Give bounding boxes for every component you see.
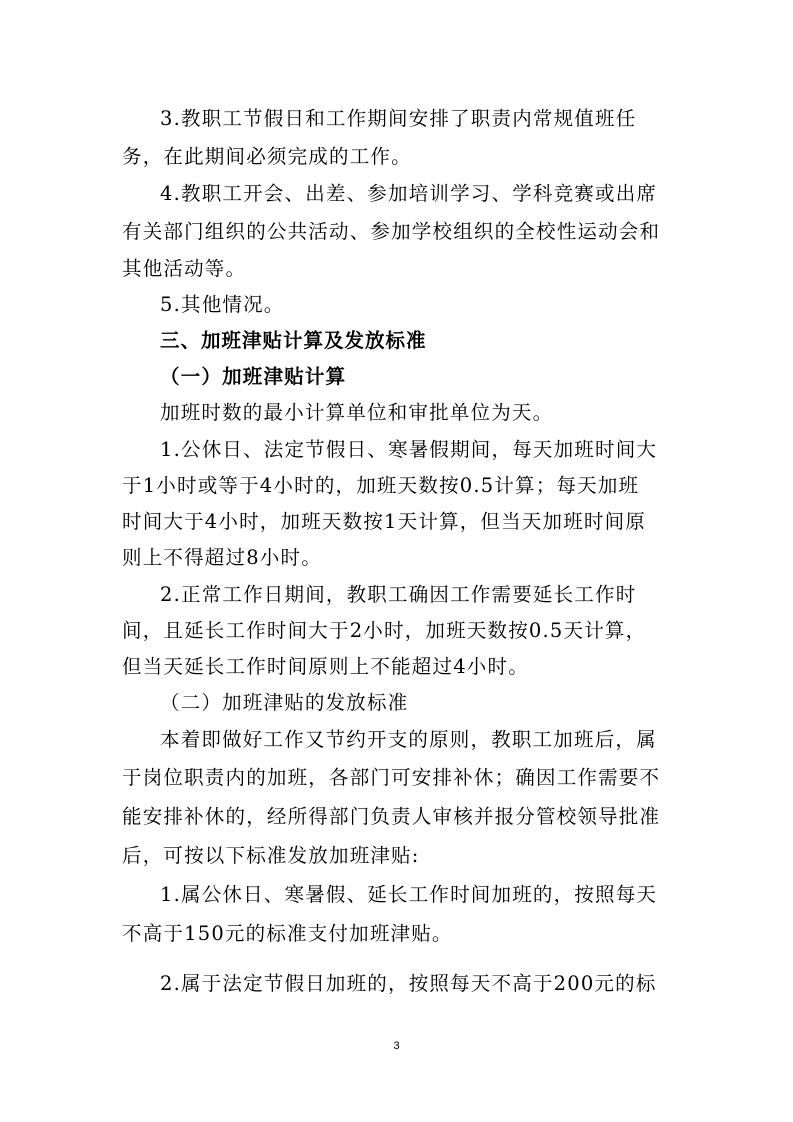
pay-item-1-line-2: 不高于150元的标准支付加班津贴。 xyxy=(122,922,453,945)
calc-item-2-line-1: 2.正常工作日期间，教职工确因工作需要延长工作时 xyxy=(160,583,637,606)
subheading-1-text: （一）加班津贴计算 xyxy=(160,365,347,388)
item-4-line-1: 4.教职工开会、出差、参加培训学习、学科竞赛或出席 xyxy=(160,182,658,205)
item-4-line-2: 有关部门组织的公共活动、参加学校组织的全校性运动会和 xyxy=(122,220,661,243)
standard-para-line-2: 于岗位职责内的加班，各部门可安排补休；确因工作需要不 xyxy=(122,766,661,789)
item-3-line-2: 务，在此期间必须完成的工作。 xyxy=(122,145,412,168)
calc-item-2-line-3: 但当天延长工作时间原则上不能超过4小时。 xyxy=(122,655,529,678)
standard-para-line-3: 能安排补休的，经所得部门负责人审核并报分管校领导批准 xyxy=(122,805,661,828)
calc-unit-line: 加班时数的最小计算单位和审批单位为天。 xyxy=(160,401,554,424)
subheading-2: （二）加班津贴的发放标准 xyxy=(160,691,409,714)
calc-item-1-line-2: 于1小时或等于4小时的，加班天数按0.5计算；每天加班 xyxy=(122,474,640,497)
item-3-line-1: 3.教职工节假日和工作期间安排了职责内常规值班任 xyxy=(160,107,637,130)
section-heading-3: 三、加班津贴计算及发放标准 xyxy=(160,329,427,352)
subheading-1 xyxy=(160,358,680,395)
item-5-line-1: 5.其他情况。 xyxy=(160,293,285,316)
standard-para-line-4: 后，可按以下标准发放加班津贴: xyxy=(122,844,420,867)
standard-para-line-1: 本着即做好工作又节约开支的原则，教职工加班后，属 xyxy=(160,728,657,751)
calc-item-1-line-3: 时间大于4小时，加班天数按1天计算，但当天加班时间原 xyxy=(122,510,647,533)
item-4-line-3: 其他活动等。 xyxy=(122,257,247,280)
page-number: 3 xyxy=(393,1040,400,1052)
calc-item-1-line-1: 1.公休日、法定节假日、寒暑假期间，每天加班时间大 xyxy=(160,438,658,461)
calc-item-1-line-4: 则上不得超过8小时。 xyxy=(122,546,322,569)
pay-item-2-line-1: 2.属于法定节假日加班的，按照每天不高于200元的标 xyxy=(160,972,657,995)
pay-item-1-line-1: 1.属公休日、寒暑假、延长工作时间加班的，按照每天 xyxy=(160,883,658,906)
calc-item-2-line-2: 间，且延长工作时间大于2小时，加班天数按0.5天计算， xyxy=(122,619,647,642)
